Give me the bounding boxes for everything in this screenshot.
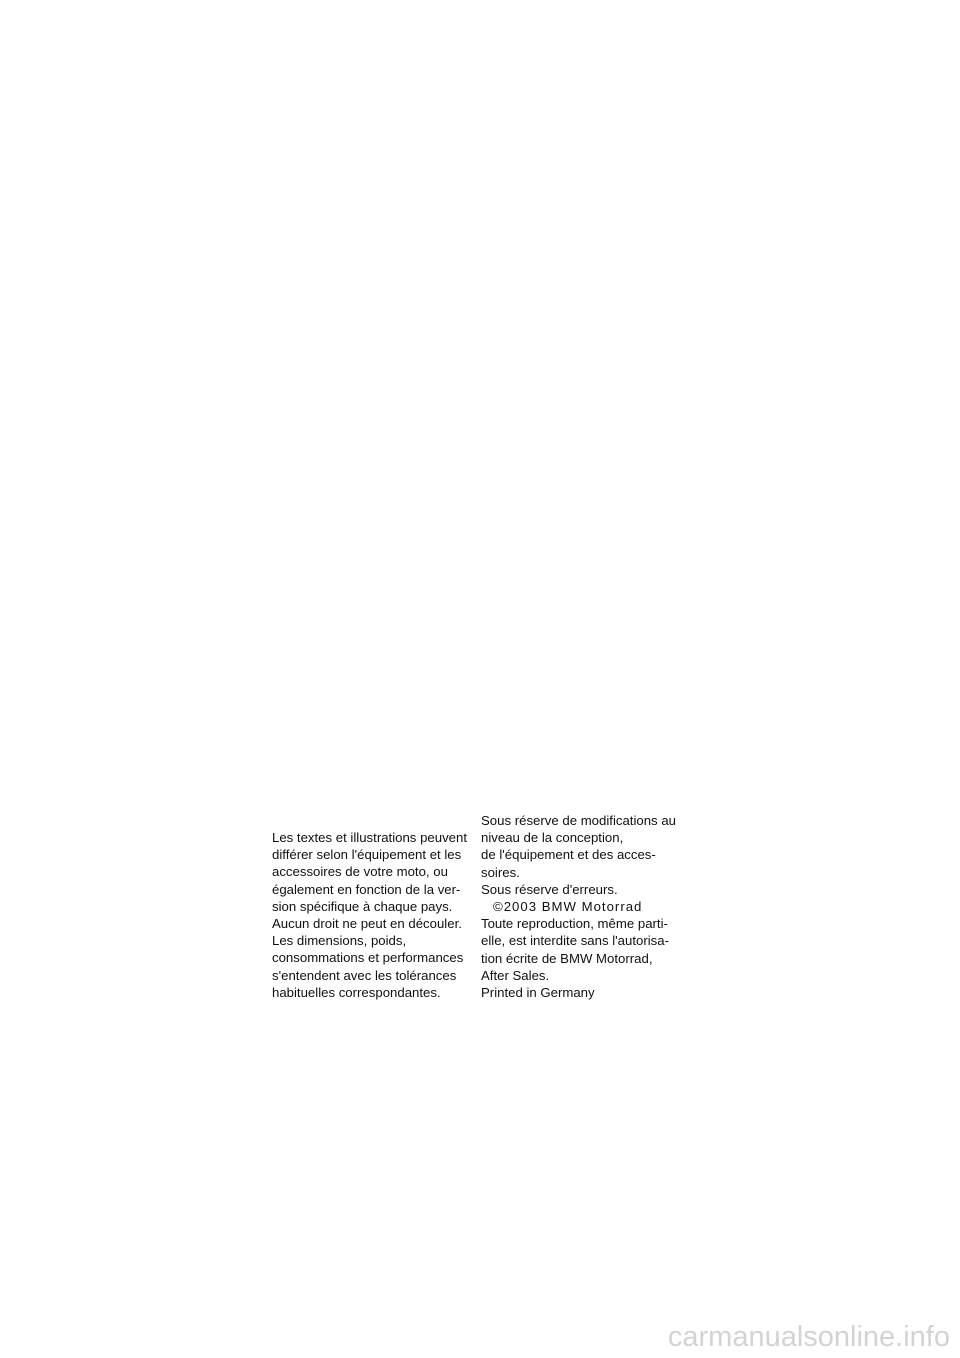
legal-line: Sous réserve d'erreurs. <box>481 881 618 897</box>
copyright-line: ©2003 BMW Motorrad <box>493 898 643 914</box>
disclaimer-line: s'entendent avec les tolérances <box>272 967 457 983</box>
disclaimer-line: également en fonction de la ver- <box>272 881 461 897</box>
disclaimer-line: accessoires de votre moto, ou <box>272 864 448 880</box>
legal-line: tion écrite de BMW Motorrad, <box>481 950 653 966</box>
disclaimer-line: Les dimensions, poids, <box>272 933 407 949</box>
disclaimer-line: sion spécifique à chaque pays. <box>272 898 453 914</box>
legal-line: After Sales. <box>481 967 550 983</box>
legal-line: niveau de la conception, <box>481 830 624 846</box>
legal-line: Sous réserve de modifications au <box>481 813 676 828</box>
legal-line: Toute reproduction, même parti- <box>481 916 668 932</box>
legal-line: elle, est interdite sans l'autorisa- <box>481 933 669 949</box>
legal-notice-text <box>481 812 676 1001</box>
disclaimer-text <box>272 829 467 1001</box>
disclaimer-line: Les textes et illustrations peuvent <box>272 830 467 845</box>
disclaimer-line: consommations et performances <box>272 950 464 966</box>
watermark-text: carmanualsonline.info <box>667 1321 950 1353</box>
disclaimer-line: habituelles correspondantes. <box>272 984 441 1000</box>
legal-line: de l'équipement et des acces- <box>481 847 656 863</box>
disclaimer-line: Aucun droit ne peut en découler. <box>272 915 462 931</box>
disclaimer-line: différer selon l'équipement et les <box>272 847 462 863</box>
legal-line: soires. <box>481 864 520 880</box>
legal-line: Printed in Germany <box>481 984 595 1000</box>
